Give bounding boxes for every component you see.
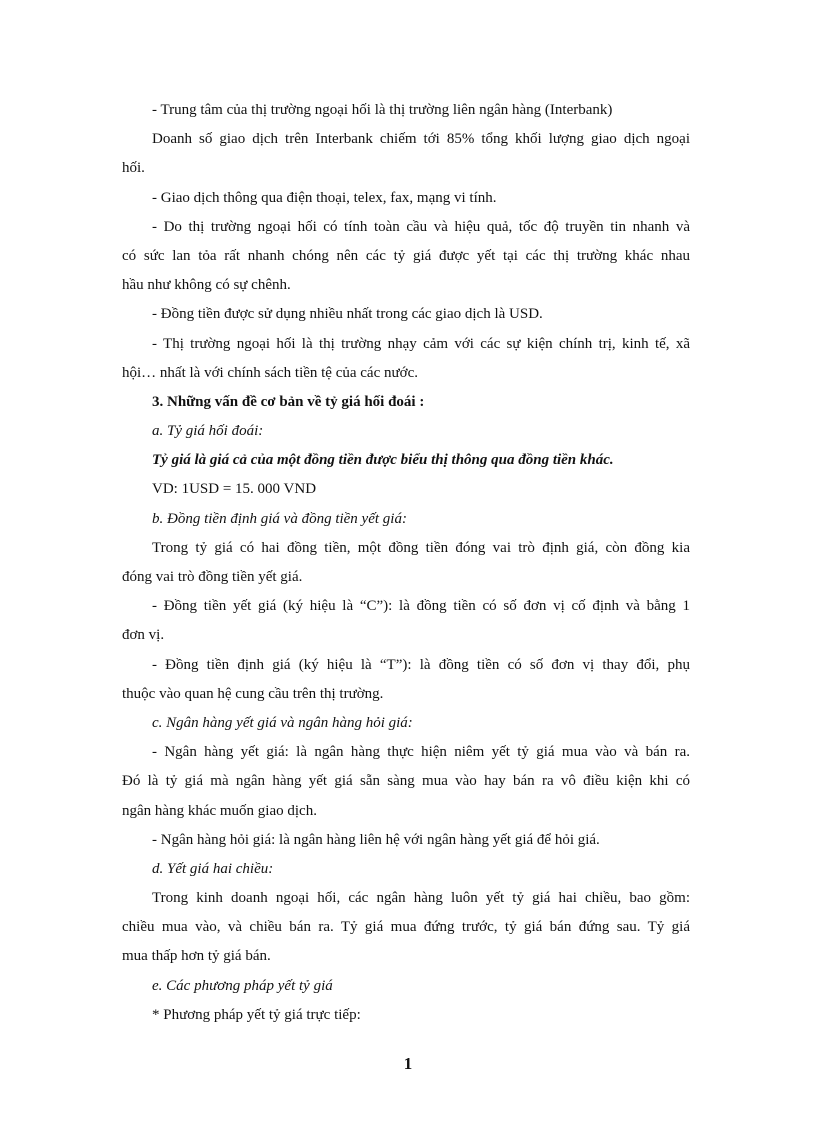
definition-line: Tỷ giá là giá cả của một đồng tiền được biểu thị thông qua đồng tiền khác. xyxy=(152,452,614,469)
paragraph-line: Trong kinh doanh ngoại hối, các ngân hàng luôn yết tỷ giá hai chiều, bao gồm: xyxy=(152,890,690,907)
section-heading: 3. Những vấn đề cơ bản về tỷ giá hối đoái : xyxy=(152,393,425,410)
paragraph-line: - Đồng tiền được sử dụng nhiều nhất trong các giao dịch là USD. xyxy=(152,306,543,323)
page-body xyxy=(122,98,690,1032)
paragraph-line: Đó là tỷ giá mà ngân hàng yết giá sẵn sàng mua vào hay bán ra vô điều kiện khi có xyxy=(122,773,690,790)
subsection-heading: b. Đồng tiền định giá và đồng tiền yết giá: xyxy=(152,510,407,527)
paragraph-line: thuộc vào quan hệ cung cầu trên thị trường. xyxy=(122,685,384,702)
paragraph-line: - Đồng tiền yết giá (ký hiệu là “C”): là đồng tiền có số đơn vị cố định và bằng 1 xyxy=(152,598,690,615)
paragraph-line: đóng vai trò đồng tiền yết giá. xyxy=(122,569,303,585)
subsection-heading: d. Yết giá hai chiều: xyxy=(152,860,274,877)
paragraph-line: - Thị trường ngoại hối là thị trường nhạy cảm với các sự kiện chính trị, kinh tế, xã xyxy=(152,335,690,352)
paragraph-line: mua thấp hơn tỷ giá bán. xyxy=(122,948,271,965)
paragraph-line: Doanh số giao dịch trên Interbank chiếm tới 85% tổng khối lượng giao dịch ngoại xyxy=(152,131,690,148)
paragraph-line: - Do thị trường ngoại hối có tính toàn cầu và hiệu quả, tốc độ truyền tin nhanh và xyxy=(152,218,690,235)
paragraph-line: hầu như không có sự chênh. xyxy=(122,277,291,294)
paragraph-line: - Giao dịch thông qua điện thoại, telex, fax, mạng vi tính. xyxy=(152,189,497,206)
paragraph-line: - Ngân hàng hỏi giá: là ngân hàng liên hệ với ngân hàng yết giá để hỏi giá. xyxy=(152,831,600,848)
example-line: VD: 1USD = 15. 000 VND xyxy=(152,481,317,498)
paragraph-line: * Phương pháp yết tỷ giá trực tiếp: xyxy=(152,1006,361,1023)
paragraph-line: đơn vị. xyxy=(122,627,165,644)
paragraph-line: ngân hàng khác muốn giao dịch. xyxy=(122,802,317,819)
subsection-heading: c. Ngân hàng yết giá và ngân hàng hỏi giá: xyxy=(152,714,413,731)
paragraph-line: có sức lan tỏa rất nhanh chóng nên các tỷ giá được yết tại các thị trường khác nhau xyxy=(122,247,690,264)
paragraph-line: hối. xyxy=(122,160,145,177)
paragraph-line: - Đồng tiền định giá (ký hiệu là “T”): là đồng tiền có số đơn vị thay đổi, phụ xyxy=(152,656,690,673)
subsection-heading: e. Các phương pháp yết tỷ giá xyxy=(152,977,333,994)
paragraph-line: Trong tỷ giá có hai đồng tiền, một đồng tiền đóng vai trò định giá, còn đồng kia xyxy=(152,539,690,556)
paragraph-line: chiều mua vào, và chiều bán ra. Tỷ giá mua đứng trước, tỷ giá bán đứng sau. Tỷ giá xyxy=(122,919,690,936)
paragraph-line: hội… nhất là với chính sách tiền tệ của các nước. xyxy=(122,364,418,381)
paragraph-line: - Ngân hàng yết giá: là ngân hàng thực hiện niêm yết tỷ giá mua vào và bán ra. xyxy=(152,744,690,761)
page-number: 1 xyxy=(403,1054,413,1073)
paragraph-line: - Trung tâm của thị trường ngoại hối là thị trường liên ngân hàng (Interbank) xyxy=(152,102,613,118)
subsection-heading: a. Tỷ giá hối đoái: xyxy=(152,423,264,440)
